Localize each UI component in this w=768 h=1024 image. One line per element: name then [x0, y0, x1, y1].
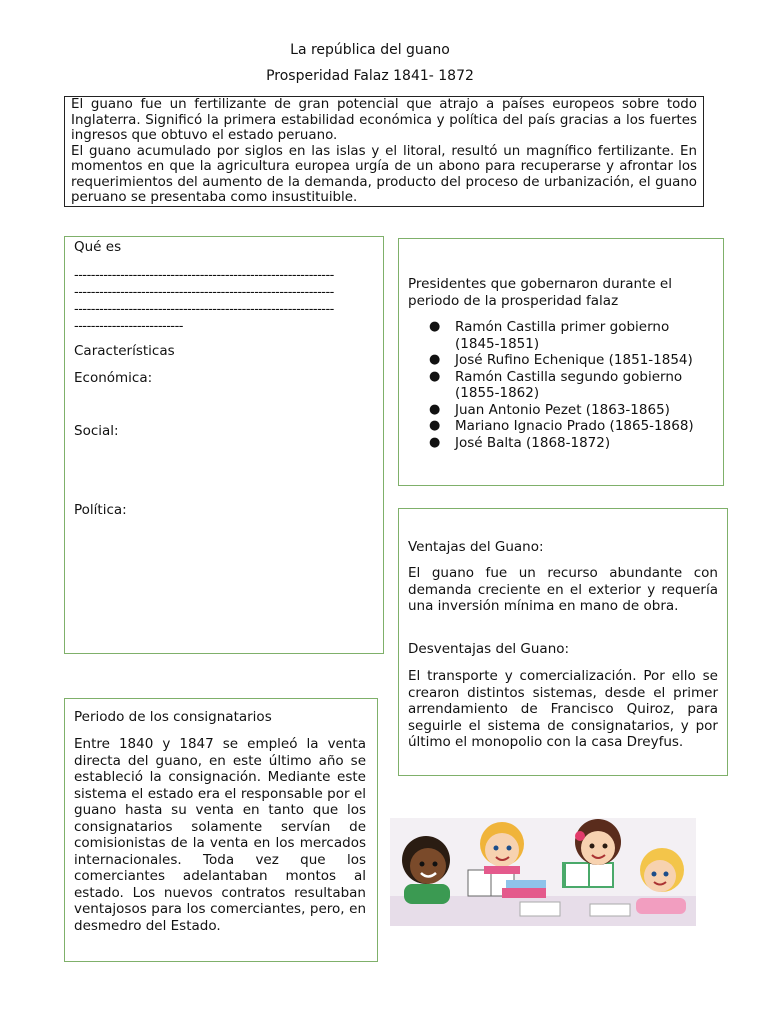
- list-item: ● José Balta (1868-1872): [429, 434, 611, 451]
- que-es-box: [64, 236, 384, 654]
- bullet-icon: ●: [429, 368, 441, 384]
- ventajas-box: [398, 508, 728, 776]
- consignatarios-text: Entre 1840 y 1847 se empleó la venta directa del guano, en este último año se estableció la consignación. Mediante este sistema el estado era el responsable por el guano hasta su venta en tanto que los consignatarios solamente servían de comisionistas de la venta en los mercados internacionales. Toda vez que los comerciantes adelantaban montos al estado. Los nuevos contratos resultaban ventajosos para los comerciantes, pero, en desmedro del Estado.: [74, 736, 366, 934]
- caracteristicas-heading: Características: [74, 343, 175, 359]
- list-item: ● Mariano Ignacio Prado (1865-1868): [429, 418, 694, 434]
- list-item: ● Ramón Castilla segundo gobierno (1855-1862): [429, 368, 683, 401]
- document-title: La república del guano: [290, 42, 450, 58]
- intro-box: [64, 96, 704, 207]
- list-item: ● Ramón Castilla primer gobierno (1845-1851): [429, 319, 670, 352]
- economica-label: Económica:: [74, 370, 153, 386]
- ventajas-text: El guano fue un recurso abundante con demanda creciente en el exterior y requería una inversión mínima en mano de obra.: [408, 565, 718, 614]
- consignatarios-heading: Periodo de los consignatarios: [74, 709, 272, 725]
- bullet-icon: ●: [429, 352, 441, 367]
- answer-line: --------------------------------------------------------------: [74, 302, 334, 317]
- document-subtitle: Prosperidad Falaz 1841- 1872: [266, 68, 474, 84]
- social-label: Social:: [74, 423, 119, 439]
- answer-line: --------------------------: [74, 319, 183, 334]
- bullet-icon: ●: [429, 434, 441, 450]
- presidentes-box: [398, 238, 724, 486]
- presidentes-heading: Presidentes que gobernaron durante el periodo de la prosperidad falaz: [408, 276, 672, 309]
- que-es-heading: Qué es: [74, 239, 122, 255]
- consignatarios-box: [64, 698, 378, 962]
- answer-line: --------------------------------------------------------------: [74, 285, 334, 300]
- presidentes-list: [429, 319, 707, 451]
- list-item: ● José Rufino Echenique (1851-1854): [429, 352, 693, 368]
- list-item: ● Juan Antonio Pezet (1863-1865): [429, 401, 670, 418]
- bullet-icon: ●: [429, 401, 441, 417]
- politica-label: Política:: [74, 502, 127, 518]
- answer-line: --------------------------------------------------------------: [74, 268, 334, 283]
- intro-paragraph-2: El guano acumulado por siglos en las islas y el litoral, resultó un magnífico fertilizante. En momentos en que la agricultura europea urgía de un abono para recuperarse y afrontar los requerimientos del aumento de la demanda, producto del proceso de urbanización, el guano peruano se presentaba como insustituible.: [71, 143, 697, 205]
- desventajas-text: El transporte y comercialización. Por ello se crearon distintos sistemas, desde el primer arrendamiento de Francisco Quiroz, para seguirle el sistema de consignatarios, y por último el monopolio con la casa Dreyfus.: [408, 668, 718, 750]
- children-studying-illustration: [390, 818, 696, 926]
- ventajas-heading: Ventajas del Guano:: [408, 539, 544, 555]
- intro-paragraph-1: El guano fue un fertilizante de gran potencial que atrajo a países europeos sobre todo Inglaterra. Significó la primera estabilidad económica y política del país gracias a los fuertes ingresos que obtuvo el estado peruano.: [71, 97, 697, 143]
- bullet-icon: ●: [429, 418, 441, 433]
- bullet-icon: ●: [429, 319, 441, 334]
- desventajas-heading: Desventajas del Guano:: [408, 641, 570, 657]
